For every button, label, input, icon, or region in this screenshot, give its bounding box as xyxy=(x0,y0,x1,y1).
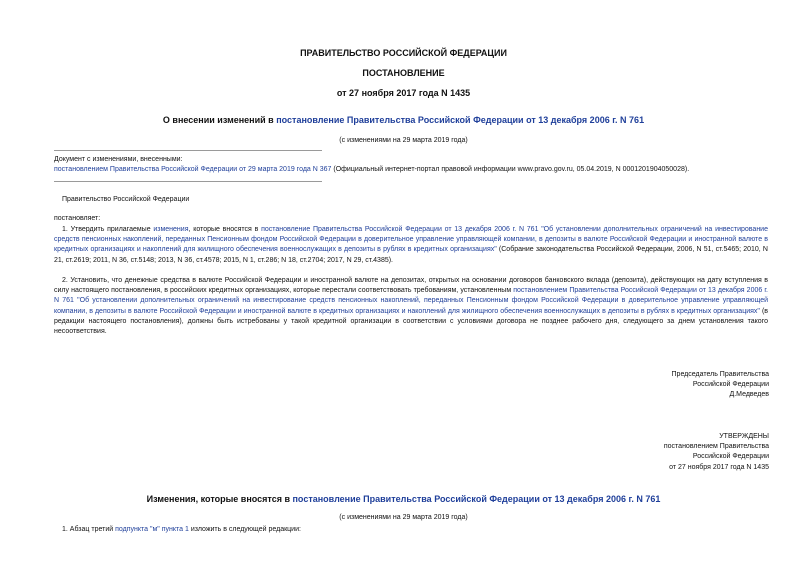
amend-block xyxy=(54,155,768,175)
paragraph-1 xyxy=(54,225,768,266)
amend-block-label: Документ с изменениями, внесенными: xyxy=(54,156,183,163)
signature-country: Российской Федерации xyxy=(692,381,769,389)
amendment-note: (с изменениями на 29 марта 2019 года) xyxy=(339,137,468,144)
p1-link-resolution[interactable]: постановление Правительства Российской Федерации от 13 декабря 2006 г. N 761 "Об установлении дополнительных ограничений на инвестирование средств пенсионных накоплений, переданных Пенсионным фондом Российской Федерации в доверительное управление управляющей компании, в депозиты в валюте Российской Федерации и иностранной валюте в кредитных организациях и накоплений для жилищного обеспечения военнослужащих в депозиты в рублях в кредитных организациях" xyxy=(54,226,768,254)
p2-link-resolution[interactable]: постановлением Правительства Российской Федерации от 13 декабря 2006 г. N 761 "Об установлении дополнительных ограничений на инвестирование средств пенсионных накоплений, переданных Пенсионным фондом Российской Федерации в доверительное управление управляющей компании, в депозиты в валюте Российской Федерации и иностранной валюте в кредитных организациях и накоплений для жилищного обеспечения военнослужащих в депозиты в рублях в кредитных организациях" xyxy=(54,287,768,315)
signature-position: Председатель Правительства xyxy=(671,371,769,378)
changes-item-link[interactable]: подпункта "м" пункта 1 xyxy=(115,526,189,533)
paragraph-2 xyxy=(54,276,768,337)
changes-note: (с изменениями на 29 марта 2019 года) xyxy=(339,514,468,521)
approved-block xyxy=(664,432,769,473)
changes-title-prefix: Изменения, которые вносятся в xyxy=(146,494,293,504)
approved-date: от 27 ноября 2017 года N 1435 xyxy=(669,463,769,471)
p2-text-2: (в редакции настоящего постановления), должны быть истребованы у такой кредитной организации в соответствии с условиями договора не позднее рабочего дня, следующего за днем установления такого несоответствия. xyxy=(54,307,768,336)
p1-text-2: , которые вносятся в xyxy=(188,226,262,233)
government-heading: ПРАВИТЕЛЬСТВО РОССИЙСКОЙ ФЕДЕРАЦИИ xyxy=(300,48,507,58)
p1-link-changes[interactable]: изменения xyxy=(153,226,189,233)
approved-by: постановлением Правительства xyxy=(663,443,769,451)
changes-item-1 xyxy=(62,525,301,535)
approved-country: Российской Федерации xyxy=(692,453,769,461)
amend-block-source: (Официальный интернет-портал правовой информации www.pravo.gov.ru, 05.04.2019, N 0001201904050028). xyxy=(331,166,690,174)
p2-text-1: 2. Установить, что денежные средства в валюте Российской Федерации и иностранной валюте на депозитах, открытых на основании договоров банковского вклада (депозита), действующих на дату вступления в силу настоящего постановления, в российских кредитных организациях, которые перестали соответствовать требованиям, установленным xyxy=(54,277,768,295)
changes-title-link[interactable]: постановление Правительства Российской Федерации от 13 декабря 2006 г. N 761 xyxy=(292,494,661,504)
document-title xyxy=(0,115,807,125)
signature-name: Д.Медведев xyxy=(729,391,769,399)
amend-bottom-divider xyxy=(54,181,322,182)
document-type: ПОСТАНОВЛЕНИЕ xyxy=(362,68,445,78)
document-date-number: от 27 ноября 2017 года N 1435 xyxy=(336,88,471,98)
government-subject: Правительство Российской Федерации xyxy=(62,196,190,203)
changes-item-text-1: 1. Абзац третий xyxy=(62,526,116,533)
signature-block xyxy=(672,370,769,401)
amend-block-ref xyxy=(54,165,768,175)
title-link[interactable]: постановление Правительства Российской Федерации от 13 декабря 2006 г. N 761 xyxy=(276,115,645,125)
amend-top-divider xyxy=(54,150,322,151)
changes-item-text-2: изложить в следующей редакции: xyxy=(188,526,301,533)
p1-text-3: (Собрание законодательства Российской Федерации, 2006, N 51, ст.5465; 2010, N 21, ст.2619; 2011, N 36, ст.5148; 2013, N 36, ст.4578; 2015, N 1, ст.286; N 18, ст.2704; 2017, N 29, ст.4385). xyxy=(54,246,768,264)
changes-title xyxy=(0,494,807,504)
approved-label: УТВЕРЖДЕНЫ xyxy=(719,433,769,440)
p1-text-1: 1. Утвердить прилагаемые xyxy=(62,226,154,233)
resolves-label: постановляет: xyxy=(54,215,101,222)
title-prefix: О внесении изменений в xyxy=(162,115,277,125)
amend-block-link[interactable]: постановлением Правительства Российской Федерации от 29 марта 2019 года N 367 xyxy=(54,166,332,174)
